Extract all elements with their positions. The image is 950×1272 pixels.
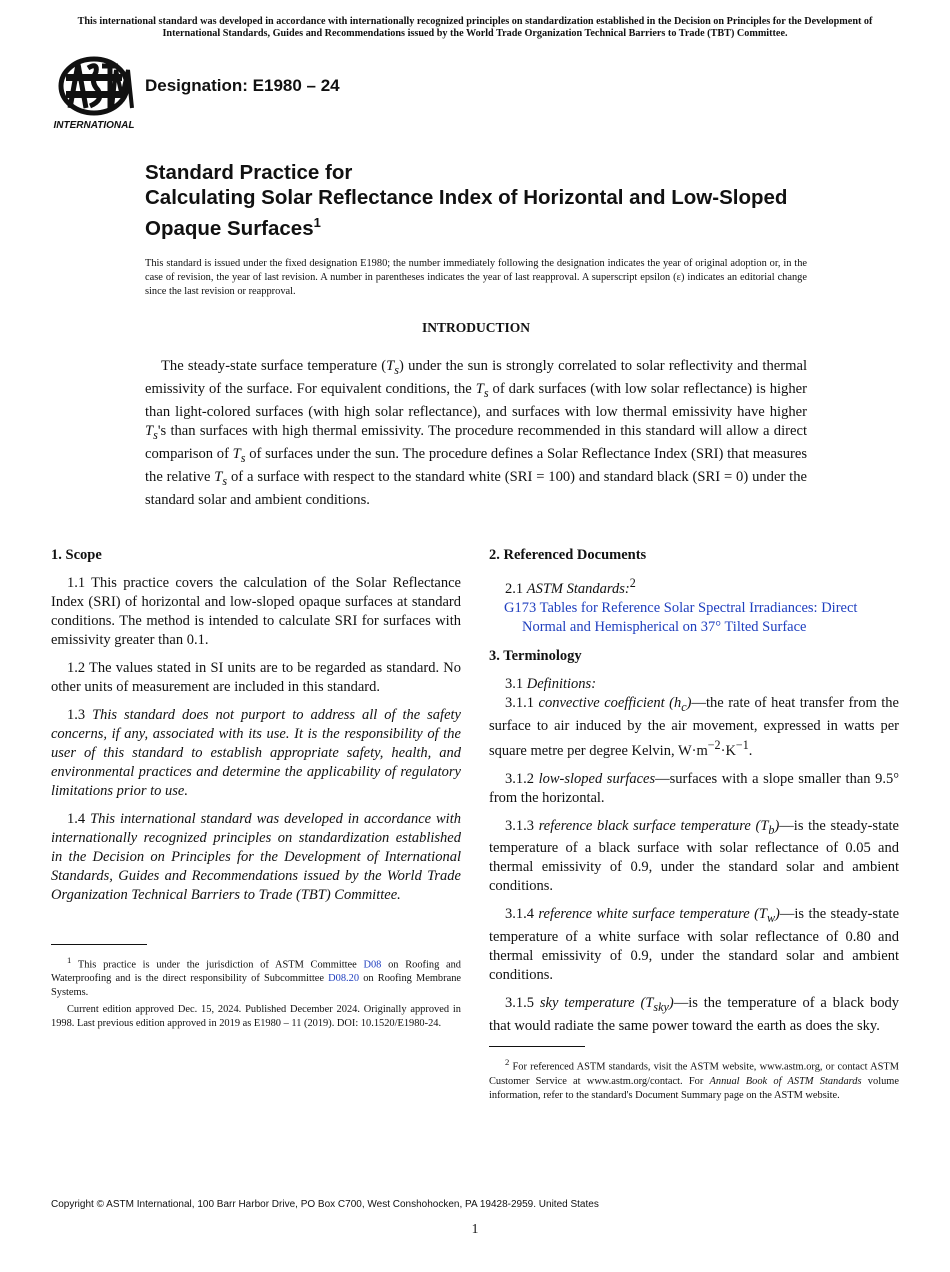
term-reference-white: 3.1.4 reference white surface temperature $(T_w)—is$ the steady-state temperature of a white surface with solar reflectance of 0.80 and thermal emissivity of 0.9, under the standard solar and ambient conditions.	[489, 906, 900, 984]
subcommittee-link-d08-20[interactable]: D08.20	[328, 973, 360, 985]
designation: Designation: E1980 – 24	[145, 76, 340, 95]
scope-heading: 1. Scope	[51, 547, 102, 563]
top-note: This international standard was developed in accordance with internationally recognized principles on standardization established in the Decision on Principles for the Development of International Standards, Guides and Recommendations issued by the World Trade Organization Technical Barriers to Trade (TBT) Committee.	[77, 16, 873, 39]
introduction-body: The steady-state surface temperature $(T_s)$ under the sun is strongly correlated to solar reflectivity and thermal emissivity of the surface. For equivalent conditions, the $T_s$ of dark surfaces (with low solar reflectance) is higher than light-colored surfaces (with high solar reflectance), and surfaces with low thermal emissivity have higher $T_s's$ than surfaces with high thermal emissivity. The procedure recommended in this standard will allow a direct comparison of $T_s$ of surfaces under the sun. The procedure defines a Solar Reflectance Index (SRI) that measures the relative $T_s$ of a surface with respect to the standard white (SRI = 100) and standard black (SRI = 0) under the standard solar and ambient conditions.	[145, 358, 808, 508]
right-column	[489, 546, 899, 1106]
scope-1-4: 1.4 This international standard was developed in accordance with internationally recognized principles on standardization established in the Decision on Principles for the Development of International Standards, Guides and Recommendations issued by the World Trade Organization Technical Barriers to Trade (TBT) Committee.	[51, 811, 461, 903]
logo-text: INTERNATIONAL	[53, 120, 135, 131]
copyright: Copyright © ASTM International, 100 Barr Harbor Drive, PO Box C700, West Conshohocken, PA 19428-2959. United States	[51, 1199, 599, 1210]
term-reference-black: 3.1.3 reference black surface temperature $(T_b)—is$ the steady-state temperature of a black surface with solar reflectance of 0.05 and thermal emissivity of 0.9, under the standard solar and ambient conditions.	[489, 817, 899, 895]
term-convective-coefficient: 3.1.1 convective coefficient $(h_c)—the$ rate of heat transfer from the surface to air induced by the air movement, expressed in watts per square metre per degree Kelvin, $W\cdot m^{-2}\cdot K^{-1}$.	[489, 694, 899, 759]
introduction-heading: INTRODUCTION	[421, 320, 530, 335]
terminology-heading: 3. Terminology	[489, 647, 582, 664]
title-footnote-mark: 1	[313, 215, 321, 230]
issued-note: This standard is issued under the fixed designation E1980; the number immediately following the designation indicates the year of original adoption or, in the case of revision, the year of last revision. A number in parentheses indicates the year of last reapproval. A superscript epsilon (ε) indicates an editorial change since the last revision or reapproval.	[145, 258, 807, 297]
astm-logo	[52, 56, 136, 132]
left-column	[51, 546, 461, 1034]
page-number: 1	[471, 1221, 479, 1236]
term-low-sloped-surfaces: 3.1.2 low-sloped surfaces—surfaces with a slope smaller than 9.5° from the horizontal.	[489, 770, 900, 806]
scope-1-1: 1.1 This practice covers the calculation of the Solar Reflectance Index (SRI) of horizontal and low-sloped opaque surfaces at standard conditions. The method is intended to calculate SRI for surfaces with emissivity greater than 0.1.	[51, 575, 461, 648]
document-title	[145, 160, 825, 241]
scope-1-2: 1.2 The values stated in SI units are to be regarded as standard. No other units of measurement are included in this standard.	[51, 660, 461, 695]
footnote-2: $^2$ For referenced ASTM standards, visit the ASTM website, www.astm.org, or contact ASTM Customer Service at www.astm.org/contact. For Annual Book of ASTM Standards volume information, refer to the standard's Document Summary page on the ASTM website.	[489, 1057, 899, 1101]
footnote-1: $^1$ This practice is under the jurisdiction of ASTM Committee D08 on Roofing and Waterproofing and is the direct responsibility of Subcommittee D08.20 on Roofing Membrane Systems.	[51, 955, 462, 999]
definitions-label: 3.1 Definitions:	[505, 675, 597, 692]
astm-logo-icon	[52, 56, 136, 132]
referenced-documents-heading: 2. Referenced Documents	[489, 547, 647, 563]
term-sky-temperature: 3.1.5 sky temperature $(T_{sky})—is$ the temperature of a black body that would radiate the same power toward the earth as does the sky.	[489, 995, 900, 1035]
footnote-1-edition: Current edition approved Dec. 15, 2024. Published December 2024. Originally approved in 1998. Last previous edition approved in 2019 as E1980 – 11 (2019). DOI: 10.1520/E1980-24.	[51, 1004, 461, 1030]
committee-link-d08[interactable]: D08	[363, 959, 382, 971]
referenced-document-g173[interactable]: G173 Tables for Reference Solar Spectral Irradiances: Direct Normal and Hemispherical on 37° Tilted Surface	[504, 599, 858, 635]
title-line-1: Standard Practice for	[145, 161, 353, 184]
title-line-2: Calculating Solar Reflectance Index of Horizontal and Low-Sloped Opaque Surfaces$^1$	[145, 186, 788, 240]
astm-standards-label: 2.1 ASTM Standards:$^2$	[505, 576, 636, 597]
scope-1-3: 1.3 This standard does not purport to address all of the safety concerns, if any, associated with its use. It is the responsibility of the user of this standard to establish appropriate safety, health, and environmental practices and determine the applicability of regulatory limitations prior to use.	[51, 707, 461, 799]
